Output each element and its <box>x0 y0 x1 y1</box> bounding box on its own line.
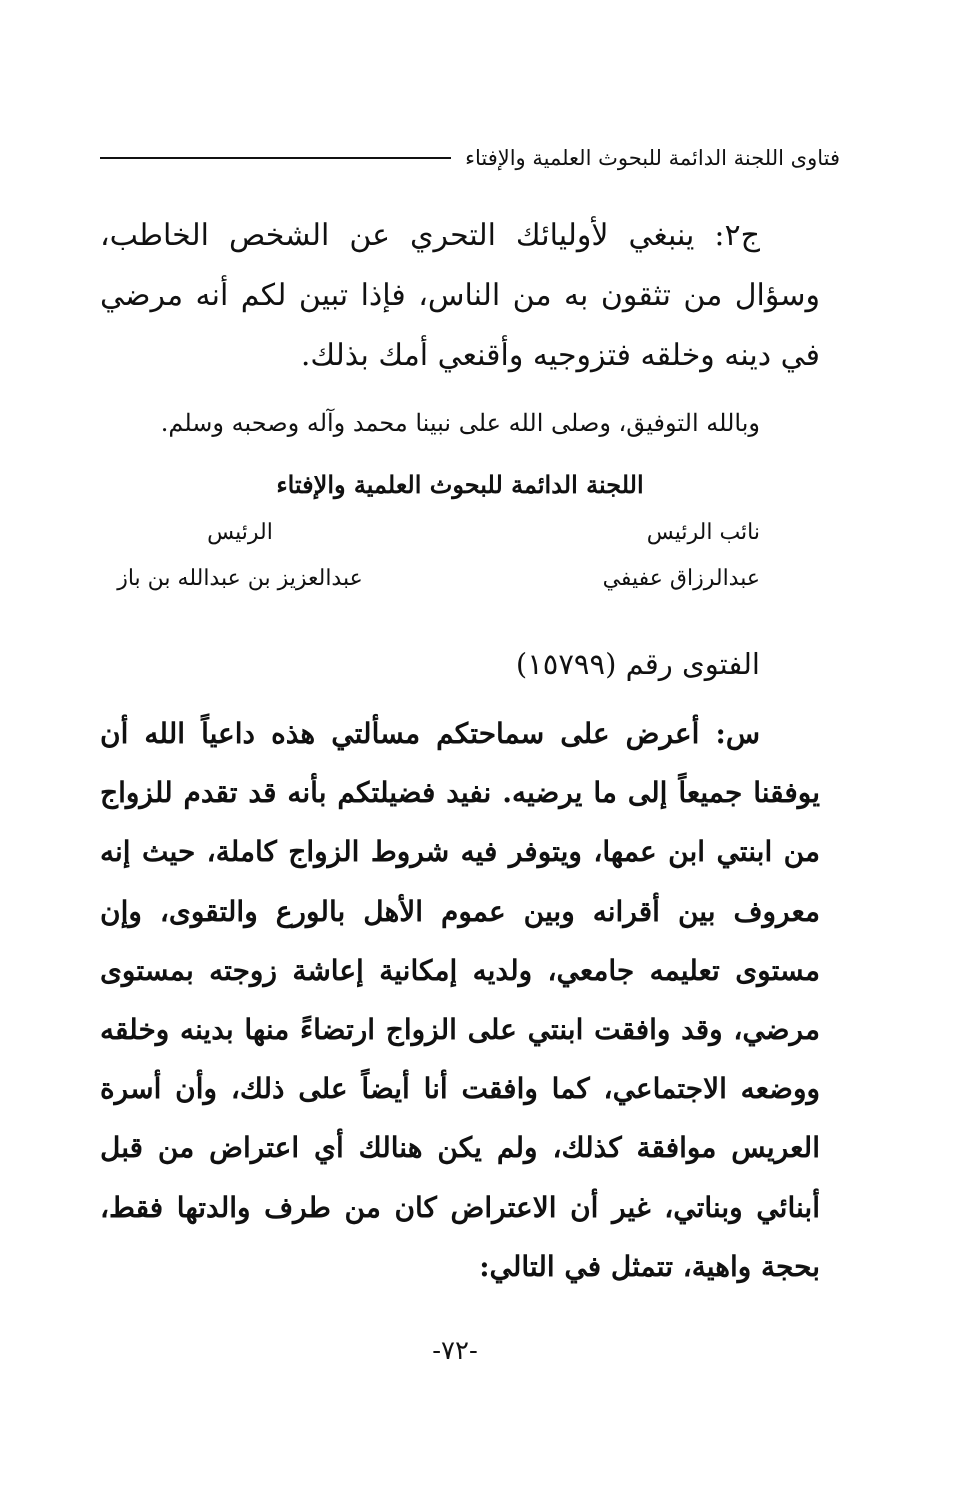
question-text: س: أعرض على سماحتكم مسألتي هذه داعياً الله أن يوفقنا جميعاً إلى ما يرضيه. نفيد فضيلتكم بأنه قد تقدم للزواج من ابنتي ابن عمها، ويتوفر فيه شروط الزواج كاملة، حيث إنه معروف بين أقرانه وبين عموم الأهل بالورع والتقوى، وإن مستوى تعليمه جامعي، ولديه إمكانية إعاشة زوجته بمستوى مرضي، وقد وافقت ابنتي على الزواج ارتضاءً منها بدينه وخلقه ووضعه الاجتماعي، كما وافقت أنا أيضاً على ذلك، وأن أسرة العريس موافقة كذلك، ولم يكن هنالك أي اعتراض من قبل أبنائي وبناتي، غير أن الاعتراض كان من طرف والدتها فقط، بحجة واهية، تتمثل في التالي: <box>100 717 820 1283</box>
president-title: الرئيس <box>207 520 273 545</box>
answer-paragraph <box>100 206 820 386</box>
closing-prayer: وبالله التوفيق، وصلى الله على نبينا محمد وآله وصحبه وسلم. <box>160 409 760 437</box>
president-name: عبدالعزيز بن عبدالله بن باز <box>117 566 363 591</box>
fatwa-number: الفتوى رقم (١٥٧٩٩) <box>515 647 760 681</box>
signature-titles-row <box>100 520 760 545</box>
committee-name: اللجنة الدائمة للبحوث العلمية والإفتاء <box>276 470 644 499</box>
running-header <box>100 140 840 176</box>
answer-text: ج٢: ينبغي لأوليائك التحري عن الشخص الخاطب، وسؤال من تثقون به من الناس، فإذا تبين لكم أنه مرضي في دينه وخلقه فتزوجيه وأقنعي أمك بذلك. <box>100 218 820 373</box>
vice-president-name: عبدالرزاق عفيفي <box>602 566 760 591</box>
page-number: -٧٢- <box>432 1336 478 1366</box>
header-rule <box>100 157 451 159</box>
header-title: فتاوى اللجنة الدائمة للبحوث العلمية والإفتاء <box>465 146 840 170</box>
signature-names-row <box>100 566 760 591</box>
question-paragraph <box>100 704 820 1296</box>
vice-president-title: نائب الرئيس <box>646 520 760 545</box>
